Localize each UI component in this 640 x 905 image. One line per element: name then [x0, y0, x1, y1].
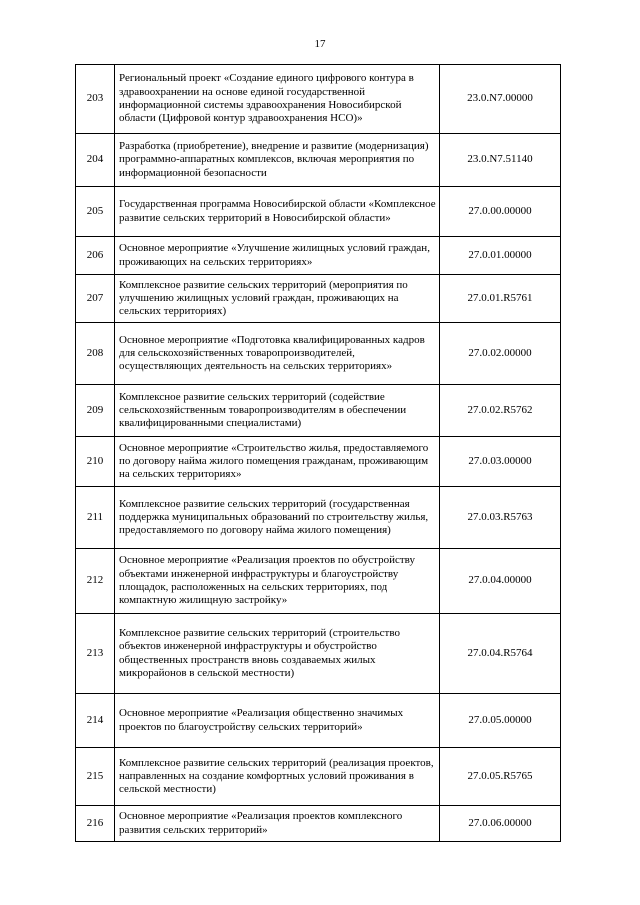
table-row: [76, 694, 561, 748]
table-row: [76, 748, 561, 806]
row-number: 212: [76, 549, 115, 614]
table-row: [76, 237, 561, 275]
row-name: Разработка (приобретение), внедрение и развитие (модернизация) программно-аппаратных комплексов, включая мероприятия по информационной безопасности: [115, 134, 440, 187]
row-name: Комплексное развитие сельских территорий (реализация проектов, направленных на создание комфортных условий проживания в сельской местности): [115, 748, 440, 806]
budget-classification-table: [75, 64, 561, 842]
row-code: 27.0.04.00000: [440, 549, 561, 614]
table-row: [76, 806, 561, 842]
row-name: Комплексное развитие сельских территорий (содействие сельскохозяйственным товаропроизводителям в обеспечении квалифицированными специалистами): [115, 385, 440, 437]
row-number: 204: [76, 134, 115, 187]
row-name: Основное мероприятие «Подготовка квалифицированных кадров для сельскохозяйственных товаропроизводителей, осуществляющих деятельность на сельских территориях»: [115, 323, 440, 385]
table-row: [76, 134, 561, 187]
table-row: [76, 187, 561, 237]
row-name: Региональный проект «Создание единого цифрового контура в здравоохранении на основе единой государственной информационной системы здравоохранения Новосибирской области (Цифровой контур здравоохранения НСО)»: [115, 65, 440, 134]
row-number: 209: [76, 385, 115, 437]
row-number: 203: [76, 65, 115, 134]
table-row: [76, 385, 561, 437]
table-row: [76, 65, 561, 134]
row-number: 210: [76, 437, 115, 487]
table-row: [76, 487, 561, 549]
row-number: 213: [76, 614, 115, 694]
table-row: [76, 275, 561, 323]
row-code: 27.0.01.R5761: [440, 275, 561, 323]
row-number: 208: [76, 323, 115, 385]
row-code: 27.0.00.00000: [440, 187, 561, 237]
row-code: 27.0.05.00000: [440, 694, 561, 748]
row-name: Основное мероприятие «Улучшение жилищных условий граждан, проживающих на сельских территориях»: [115, 237, 440, 275]
row-code: 27.0.04.R5764: [440, 614, 561, 694]
table-row: [76, 614, 561, 694]
row-code: 27.0.01.00000: [440, 237, 561, 275]
row-number: 207: [76, 275, 115, 323]
row-number: 206: [76, 237, 115, 275]
row-number: 205: [76, 187, 115, 237]
row-name: Комплексное развитие сельских территорий (мероприятия по улучшению жилищных условий граждан, проживающих на сельских территориях): [115, 275, 440, 323]
row-name: Основное мероприятие «Строительство жилья, предоставляемого по договору найма жилого помещения гражданам, проживающим на сельских территориях»: [115, 437, 440, 487]
row-code: 27.0.05.R5765: [440, 748, 561, 806]
row-number: 214: [76, 694, 115, 748]
row-name: Государственная программа Новосибирской области «Комплексное развитие сельских территорий в Новосибирской области»: [115, 187, 440, 237]
row-code: 27.0.06.00000: [440, 806, 561, 842]
row-name: Основное мероприятие «Реализация проектов по обустройству объектами инженерной инфраструктуры и благоустройству площадок, расположенных на сельских территориях, под компактную жилищную застройку»: [115, 549, 440, 614]
row-code: 27.0.02.00000: [440, 323, 561, 385]
row-number: 215: [76, 748, 115, 806]
table-row: [76, 437, 561, 487]
row-code: 23.0.N7.51140: [440, 134, 561, 187]
row-name: Комплексное развитие сельских территорий (государственная поддержка муниципальных образований по строительству жилья, предоставляемого по договору найма жилого помещения): [115, 487, 440, 549]
row-name: Комплексное развитие сельских территорий (строительство объектов инженерной инфраструктуры и обустройство общественных пространств вновь создаваемых жилых микрорайонов в сельской местности): [115, 614, 440, 694]
row-code: 27.0.03.R5763: [440, 487, 561, 549]
page-number: 17: [314, 38, 326, 50]
row-name: Основное мероприятие «Реализация общественно значимых проектов по благоустройству сельских территорий»: [115, 694, 440, 748]
row-code: 23.0.N7.00000: [440, 65, 561, 134]
table-row: [76, 549, 561, 614]
table-row: [76, 323, 561, 385]
row-code: 27.0.02.R5762: [440, 385, 561, 437]
row-number: 211: [76, 487, 115, 549]
row-code: 27.0.03.00000: [440, 437, 561, 487]
row-number: 216: [76, 806, 115, 842]
row-name: Основное мероприятие «Реализация проектов комплексного развития сельских территорий»: [115, 806, 440, 842]
